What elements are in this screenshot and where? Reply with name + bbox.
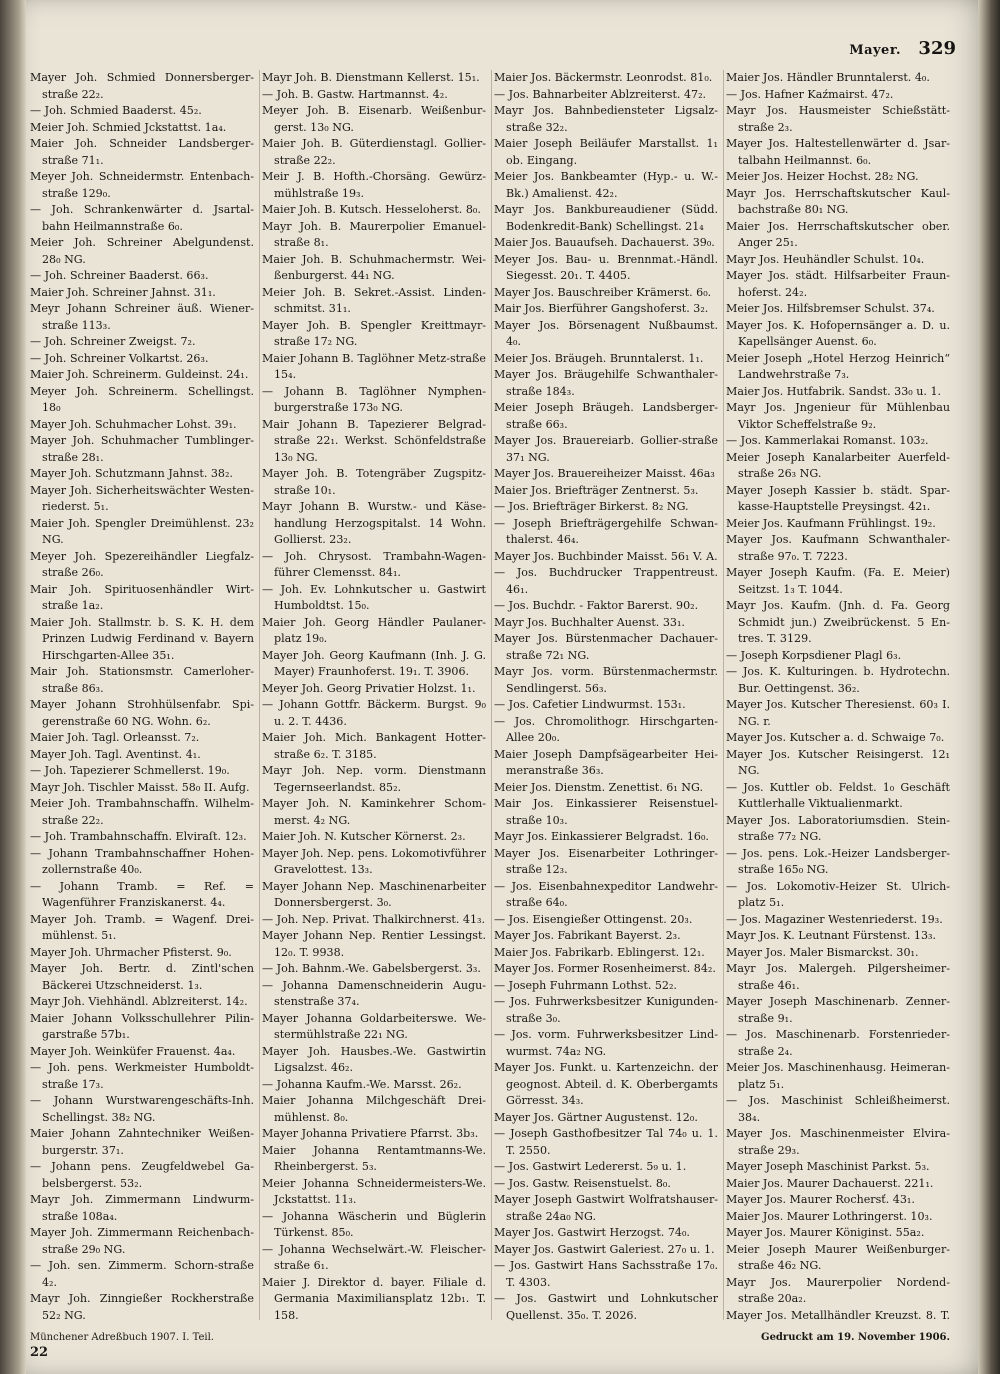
directory-entry: Maier Joh. N. Kutscher Körnerst. 2₃. — [262, 830, 466, 843]
directory-entry: Mayr Jos. Einkassierer Belgradst. 16₀. — [494, 830, 709, 843]
directory-entry: Mayer Joseph Gastwirt Wolfratshauser-straße 24a₀ NG. — [494, 1193, 718, 1223]
directory-entry: Mayer Jos. Fabrikant Bayerst. 2₃. — [494, 929, 681, 942]
directory-entry: Meier Jos. Kaufmann Frühlingst. 19₂. — [726, 516, 936, 530]
directory-entry: Mayr Joh. Viehhändl. Ablzreiterst. 14₂. — [30, 995, 248, 1008]
directory-entry: Mayer Jos. Former Rosenheimerst. 84₂. — [494, 962, 716, 975]
directory-entry: — Jos. Kammerlakai Romanst. 103₂. — [726, 434, 929, 447]
column-1 — [30, 70, 254, 1325]
directory-entry: Maier Joh. B. Güterdienstagl. Gollier-straße 22₂. — [262, 137, 486, 167]
directory-entry: — Jos. Hafner Kaźmairst. 47₂. — [726, 87, 894, 101]
directory-entry: — Jos. Maschinist Schleißheimerst. 38₄. — [726, 1094, 950, 1124]
directory-entry: Maier Joseph Beiläufer Marstallst. 1₁ ob. Eingang. — [494, 137, 718, 167]
directory-entry: — Johann Gottfr. Bäckerm. Burgst. 9₀ u. 2. T. 4436. — [262, 698, 486, 728]
directory-entry: — Jos. Gastwirt und Lohnkutscher Quellenst. 35₀. T. 2026. — [494, 1292, 718, 1322]
directory-entry: Mayer Joh. Tagl. Aventinst. 4₁. — [30, 747, 201, 761]
directory-entry: Maier Joh. Schreinerm. Guldeinst. 24₁. — [30, 368, 249, 381]
directory-entry: — Jos. Gastwirt Hans Sachsstraße 17₀. T. 4303. — [494, 1259, 718, 1289]
directory-entry: — Jos. Cafetier Lindwurmst. 153₁. — [494, 698, 686, 711]
directory-entry: Meier Jos. Bräugeh. Brunntalerst. 1₁. — [494, 351, 704, 365]
running-head: Mayer. — [849, 43, 902, 58]
directory-entry: Mayer Joh. N. Kaminkehrer Schom-merst. 4₂ NG. — [262, 797, 486, 827]
directory-entry: Mayr Jos. Kaufm. (Jnh. d. Fa. Georg Schmidt jun.) Zweibrückenst. 5 En-tres. T. 3129. — [726, 599, 950, 645]
directory-entry: Mayer Jos. Metallhändler Kreuzst. 8. T. — [726, 1308, 950, 1322]
directory-entry: Maier Jos. Briefträger Zentnerst. 5₃. — [494, 483, 699, 497]
directory-entry: Mayer Joseph Kaufm. (Fa. E. Meier) Seitzst. 1₃ T. 1044. — [726, 566, 950, 596]
directory-entry: Mair Joh. Spirituosenhändler Wirt-straße 1a₂. — [30, 582, 254, 612]
directory-entry: — Joh. Schreiner Volkartst. 26₃. — [30, 351, 209, 365]
directory-entry: Mayer Johann Nep. Rentier Lessingst. 12₀. T. 9938. — [262, 929, 486, 959]
directory-entry: — Jos. Fuhrwerksbesitzer Kunigunden-straße 3₀. — [494, 995, 718, 1025]
directory-entry: Maier Joh. Stallmstr. b. S. K. H. dem Prinzen Ludwig Ferdinand v. Bayern Hirschgarten-Allee 35₁. — [30, 615, 254, 662]
directory-entry: Mayr Jos. Maurerpolier Nordend-straße 20a₂. — [726, 1275, 950, 1305]
directory-entry: Mair Johann B. Tapezierer Belgrad-straße 22₁. Werkst. Schönfeldstraße 13₀ NG. — [262, 417, 486, 464]
directory-entry: Mayer Jos. Maschinenmeister Elvira-straße 29₃. — [726, 1127, 950, 1157]
directory-entry: — Johann Tramb. = Ref. = Wagenführer Franziskanerst. 4₄. — [30, 879, 254, 909]
directory-entry: Mayer Jos. Maurer Königinst. 55a₂. — [726, 1226, 925, 1239]
directory-entry: Mayr Joh. Nep. vorm. Dienstmann Tegernseerlandst. 85₂. — [262, 764, 486, 794]
directory-entry: Maier Johann Zahntechniker Weißen-burgerstr. 37₁. — [30, 1127, 254, 1157]
directory-entry: Meier Joseph Maurer Weißenburger-straße 46₂ NG. — [726, 1242, 950, 1272]
directory-entry: Maier Jos. Bauaufseh. Dachauerst. 39₀. — [494, 236, 715, 249]
directory-entry: Mayr Jos. Bahnbediensteter Ligsalz-straße 32₂. — [494, 104, 718, 134]
directory-columns — [30, 70, 965, 1325]
directory-entry: Mayer Joh. Tramb. = Wagenf. Drei-mühlenst. 5₁. — [30, 912, 254, 942]
directory-entry — [30, 1324, 254, 1325]
directory-entry: Maier Jos. Bäckermstr. Leonrodst. 81₀. — [494, 71, 713, 84]
directory-entry: — Jos. pens. Lok.-Heizer Landsberger-straße 165₀ NG. — [726, 846, 950, 876]
directory-entry: — Johanna Kaufm.-We. Marsst. 26₂. — [262, 1077, 462, 1091]
volume-mark: 22 — [30, 1345, 49, 1360]
directory-entry: Meier Jos. Dienstm. Zenettist. 6₁ NG. — [494, 780, 703, 794]
page-number: 329 — [918, 38, 956, 59]
directory-entry: — Jos. Maschinenarb. Forstenrieder-straße 2₄. — [726, 1028, 950, 1058]
directory-entry: Maier Jos. Fabrikarb. Eblingerst. 12₁. — [494, 945, 705, 959]
directory-entry: Mayr Jos. Malergeh. Pilgersheimer-straße 46₁. — [726, 962, 950, 992]
directory-entry: — Jos. Lokomotiv-Heizer St. Ulrich-platz 5₁. — [726, 879, 950, 909]
directory-entry: — Joh. Schreiner Zweigst. 7₂. — [30, 335, 196, 348]
directory-entry: Mayer Joseph Kassier b. städt. Spar-kasse-Hauptstelle Preysingst. 42₁. — [726, 483, 950, 513]
directory-entry: Mayer Jos. K. Hofopernsänger a. D. u. Kapellsänger Auenst. 6₀. — [726, 318, 950, 348]
directory-entry: Meir J. B. Hofth.-Chorsäng. Gewürz-mühlstraße 19₃. — [262, 170, 486, 200]
directory-entry: — Jos. Gastwirt Ledererst. 5₉ u. 1. — [494, 1160, 687, 1173]
directory-entry: Maier Johanna Milchgeschäft Drei-mühlenst. 8₀. — [262, 1094, 486, 1124]
directory-entry: Mayr Joh. Tischler Maisst. 58₀ II. Aufg. — [30, 780, 250, 794]
directory-entry: Meyer Joh. Spezereihändler Liegfalz-straße 26₀. — [30, 549, 254, 579]
directory-entry: Meier Joh. Schmied Jckstattst. 1a₄. — [30, 120, 227, 134]
directory-entry: Mayer Jos. Bräugehilfe Schwanthaler-straße 184₃. — [494, 368, 718, 398]
directory-entry: Mayer Jos. Brauereiheizer Maisst. 46a₃ — [494, 467, 715, 480]
directory-entry: — Joseph Korpsdiener Plagl 6₃. — [726, 648, 902, 662]
directory-entry: — Joh. sen. Zimmerm. Schorn-straße 4₂. — [30, 1259, 254, 1289]
directory-entry: — Jos. Eisengießer Ottingenst. 20₃. — [494, 912, 693, 926]
directory-entry: Mair Jos. Bierführer Gangshoferst. 3₂. — [494, 302, 709, 315]
directory-entry: Maier Joh. Mich. Bankagent Hotter-straße 6₂. T. 3185. — [262, 731, 486, 761]
directory-entry: Meyer Joh. Schreinerm. Schellingst. 18₀ — [30, 384, 254, 414]
directory-entry: Meier Joseph Kanalarbeiter Auerfeld-straße 26₃ NG. — [726, 450, 950, 480]
directory-entry: — Jos. Magaziner Westenriederst. 19₃. — [726, 912, 943, 926]
directory-entry: — Jos. Eisenbahnexpeditor Landwehr-straße 64₀. — [494, 879, 718, 909]
directory-entry: Meyer Jos. Bau- u. Brennmat.-Händl. Siegesst. 20₁. T. 4405. — [494, 252, 718, 282]
directory-entry: — Joh. Schrankenwärter d. Jsartal-bahn Heilmannstraße 6₀. — [30, 203, 254, 233]
directory-entry: — Jos. Buchdr. - Faktor Barerst. 90₂. — [494, 599, 699, 612]
directory-entry: Maier Jos. Hutfabrik. Sandst. 33₀ u. 1. — [726, 384, 942, 398]
directory-entry: Mayr Jos. Jngenieur für Mühlenbau Viktor Scheffelstraße 9₂. — [726, 401, 950, 431]
directory-entry: Mayer Jos. Gastwirt Galeriest. 27₀ u. 1. — [494, 1242, 715, 1256]
directory-entry: Mayer Joh. Schmied Donnersberger-straße 22₂. — [30, 71, 254, 101]
directory-entry: — Joseph Fuhrmann Lothst. 52₂. — [494, 978, 677, 992]
directory-entry: Mayer Joh. Zimmermann Reichenbach-straße 29₀ NG. — [30, 1226, 254, 1256]
directory-entry: Mayer Joh. Schutzmann Jahnst. 38₂. — [30, 467, 233, 480]
directory-entry: Meier Joh. Schreiner Abelgundenst. 28₀ NG. — [30, 236, 254, 266]
directory-entry: Mayer Joh. Nep. pens. Lokomotivführer Gravelottest. 13₃. — [262, 846, 486, 876]
directory-entry: Maier Johann Volksschullehrer Pilin-garstraße 57b₁. — [30, 1011, 254, 1041]
directory-entry: Maier Johanna Rentamtmanns-We. Rheinbergerst. 5₃. — [262, 1143, 486, 1173]
directory-entry: — Joh. Nep. Privat. Thalkirchnerst. 41₃. — [262, 912, 486, 926]
directory-entry: Meier Jos. Bankbeamter (Hyp.- u. W.-Bk.) Amalienst. 42₂. — [494, 170, 718, 200]
directory-entry: — Jos. Chromolithogr. Hirschgarten-Allee 20₀. — [494, 714, 718, 744]
directory-entry: Mayr Jos. Heuhändler Schulst. 10₄. — [726, 252, 925, 266]
directory-entry: — Jos. Kuttler ob. Feldst. 1₀ Geschäft Kuttlerhalle Viktualienmarkt. — [726, 780, 950, 810]
directory-entry: Mair Joh. Stationsmstr. Camerloher-straße 86₃. — [30, 665, 254, 695]
directory-entry: Mayer Joh. Weinküfer Frauenst. 4a₄. — [30, 1044, 236, 1058]
directory-entry: Maier Jos. Maurer Lothringerst. 10₃. — [726, 1209, 933, 1223]
directory-entry: Meier Johanna Schneidermeisters-We. Jckstattst. 11₃. — [262, 1176, 486, 1206]
directory-entry: Maier Joseph Dampfsägearbeiter Hei-meranstraße 36₃. — [494, 747, 718, 777]
directory-entry: — Jos. K. Kulturingen. b. Hydrotechn. Bur. Oettingenst. 36₂. — [726, 665, 950, 695]
directory-entry: Mayer Jos. Bauschreiber Krämerst. 6₀. — [494, 285, 712, 299]
directory-entry: Maier Joh. Georg Händler Paulaner-platz 19₀. — [262, 615, 486, 645]
directory-entry: — Jos. Bahnarbeiter Ablzreiterst. 47₂. — [494, 87, 707, 101]
directory-entry: — Jos. Buchdrucker Trappentreust. 46₁. — [494, 566, 718, 596]
right-page-edge — [978, 0, 1000, 1374]
directory-entry: Mayer Jos. Eisenarbeiter Lothringer-straße 12₃. — [494, 846, 718, 876]
directory-entry: — Joh. Trambahnschaffn. Elviraſt. 12₃. — [30, 830, 247, 843]
directory-entry: Mayer Joh. B. Spengler Kreittmayr-straße 17₂ NG. — [262, 318, 486, 348]
directory-entry: Mayer Johann Nep. Maschinenarbeiter Donnersbergerst. 3₀. — [262, 879, 486, 909]
directory-entry: — Joh. B. Gastw. Hartmannst. 4₂. — [262, 87, 448, 101]
directory-entry: Mayer Joh. Bertr. d. Zintl'schen Bäckerei Utzschneiderst. 1₃. — [30, 962, 254, 992]
directory-entry: Meier Jos. Maschinenhausg. Heimeran-platz 5₁. — [726, 1061, 950, 1091]
directory-entry: — Johanna Wechselwärt.-W. Fleischer-straße 6₁. — [262, 1242, 486, 1272]
directory-entry: Mayer Jos. Funkt. u. Kartenzeichn. der geognost. Abteil. d. K. Oberbergamts Görresst. 34₃. — [494, 1061, 718, 1107]
directory-entry: Mayr Johann B. Wurstw.- und Käse-handlung Herzogspitalst. 14 Wohn. Gollierst. 23₂. — [262, 500, 486, 546]
directory-entry: Meier Joh. Trambahnschaffn. Wilhelm-straße 22₂. — [30, 797, 254, 827]
directory-entry: — Joh. Bahnm.-We. Gabelsbergerst. 3₃. — [262, 962, 481, 975]
directory-entry: — Johann Wurstwarengeschäfts-Inh. Schellingst. 38₂ NG. — [30, 1094, 254, 1124]
page-footer-imprint — [30, 1332, 214, 1360]
directory-entry: Mayer Johanna Privatiere Pfarrst. 3b₃. — [262, 1127, 479, 1140]
directory-entry: Mayr Jos. Bankbureaudiener (Südd. Bodenkredit-Bank) Schellingst. 21₄ — [494, 203, 718, 233]
directory-entry: Mayer Jos. Gastwirt Herzogst. 74₀. — [494, 1226, 690, 1239]
directory-entry: Maier Joh. Spengler Dreimühlenst. 23₂ NG. — [30, 516, 254, 546]
directory-entry: Mayr Joh. B. Dienstmann Kellerst. 15₁. — [262, 71, 480, 84]
directory-entry: Mayr Joh. Zimmermann Lindwurm-straße 108a₄. — [30, 1193, 254, 1223]
directory-entry: Mayr Jos. Buchhalter Auenst. 33₁. — [494, 615, 685, 629]
directory-entry: Mayer Jos. Buchbinder Maisst. 56₁ V. A. — [494, 549, 718, 563]
directory-entry: Mayer Joh. Georg Kaufmann (Inh. J. G. Mayer) Fraunhoferst. 19₁. T. 3906. — [262, 648, 486, 678]
directory-entry: — Johann Trambahnschaffner Hohen-zollernstraße 40₀. — [30, 846, 254, 876]
directory-entry: Mayer Joh. B. Totengräber Zugspitz-straße 10₁. — [262, 467, 486, 497]
page-header — [849, 38, 956, 59]
directory-entry: — Jos. Gastw. Reisenstuelst. 8₀. — [494, 1176, 671, 1190]
directory-entry: Mayer Jos. Kutscher a. d. Schwaige 7₀. — [726, 731, 945, 744]
directory-entry: Mayer Joh. Sicherheitswächter Westen-riederst. 5₁. — [30, 483, 254, 513]
printed-date: Gedruckt am 19. November 1906. — [761, 1332, 950, 1343]
directory-entry: Mayer Jos. Maler Bismarckst. 30₁. — [726, 945, 919, 959]
directory-entry: Mayr Jos. Herrschaftskutscher Kaul-bachstraße 80₁ NG. — [726, 186, 950, 216]
directory-entry: — Joh. Schreiner Baaderst. 66₃. — [30, 269, 209, 282]
directory-entry: Mayer Joseph Maschinist Parkst. 5₃. — [726, 1160, 930, 1173]
directory-entry: Mayer Jos. Kutscher Reisingerst. 12₁ NG. — [726, 747, 950, 777]
directory-entry: Mayer Jos. Kutscher Theresienst. 60₃ I. NG. r. — [726, 698, 950, 728]
directory-entry: Mayer Jos. Kaufmann Schwanthaler-straße 97₀. T. 7223. — [726, 533, 950, 563]
directory-entry: Mayr Joh. Zinngießer Rockherstraße 52₂ NG. — [30, 1292, 254, 1322]
directory-entry: — Johann pens. Zeugfeldwebel Ga-belsbergerst. 53₂. — [30, 1160, 254, 1190]
directory-entry: Mayer Jos. Börsenagent Nußbaumst. 4₀. — [494, 318, 718, 348]
left-page-gutter — [0, 0, 26, 1374]
directory-entry: — Johann B. Taglöhner Nymphen-burgerstraße 173₀ NG. — [262, 384, 486, 414]
directory-entry: — Joh. Chrysost. Trambahn-Wagen-führer Clemensst. 84₁. — [262, 549, 486, 579]
directory-entry: — Joseph Briefträgergehilfe Schwan-thalerst. 46₄. — [494, 516, 718, 546]
directory-entry: Mayer Jos. Haltestellenwärter d. Jsar-talbahn Heilmannst. 6₀. — [726, 137, 950, 167]
directory-entry: Meyer Joh. B. Eisenarb. Weißenbur-gerst. 13₀ NG. — [262, 104, 486, 134]
directory-entry: Mair Jos. Einkassierer Reisenstuel-straße 10₃. — [494, 797, 718, 827]
directory-entry: Meyr Johann Schreiner äuß. Wiener-straße 113₃. — [30, 302, 254, 332]
directory-entry: Mayr Joh. B. Maurerpolier Emanuel-straße 8₁. — [262, 219, 486, 249]
directory-entry: Mayer Jos. Bürstenmacher Dachauer-straße 72₁ NG. — [494, 632, 718, 662]
directory-entry: Meier Joseph „Hotel Herzog Heinrich“ Landwehrstraße 7₃. — [726, 351, 950, 381]
directory-entry: Mayr Jos. vorm. Bürstenmachermstr. Sendlingerst. 56₃. — [494, 665, 718, 695]
directory-entry: — Jos. Briefträger Birkerst. 8₂ NG. — [494, 500, 689, 513]
directory-entry: Mayer Johanna Goldarbeiterswe. We-stermühlstraße 22₁ NG. — [262, 1011, 486, 1041]
directory-entry: Maier Joh. Tagl. Orleansst. 7₂. — [30, 731, 200, 744]
directory-entry: Maier Jos. Herrschaftskutscher ober. Anger 25₁. — [726, 219, 950, 249]
imprint-text: Münchener Adreßbuch 1907. I. Teil. — [30, 1332, 214, 1343]
directory-entry — [494, 1324, 718, 1325]
directory-entry: — Joh. Tapezierer Schmellerst. 19₀. — [30, 764, 230, 777]
directory-entry: — Johanna Wäscherin und Büglerin Türkenst. 85₀. — [262, 1209, 486, 1239]
directory-entry: Mayer Joh. Hausbes.-We. Gastwirtin Ligsalzst. 46₂. — [262, 1044, 486, 1074]
directory-entry — [262, 1324, 486, 1325]
directory-entry: — Jos. vorm. Fuhrwerksbesitzer Lind-wurmst. 74a₂ NG. — [494, 1028, 718, 1058]
directory-entry: Meyer Joh. Schneidermstr. Entenbach-straße 129₀. — [30, 170, 254, 200]
column-4 — [726, 70, 950, 1325]
directory-entry: — Joseph Gasthofbesitzer Tal 74₀ u. 1. T. 2550. — [494, 1127, 718, 1157]
directory-entry: Mayer Jos. Laboratoriumsdien. Stein-straße 77₂ NG. — [726, 813, 950, 843]
directory-entry: Mayer Jos. Maurer Rochersť. 43₁. — [726, 1193, 915, 1206]
directory-entry: Meyer Joh. Georg Privatier Holzst. 1₁. — [262, 681, 476, 695]
directory-entry: Mayer Joh. Schuhmacher Lohst. 39₁. — [30, 417, 237, 431]
directory-entry: Meier Joh. B. Sekret.-Assist. Linden-schmitst. 31₁. — [262, 285, 486, 315]
directory-entry: Mayer Jos. Gärtner Augustenst. 12₀. — [494, 1110, 698, 1124]
directory-entry: — Joh. Schmied Baaderst. 45₂. — [30, 104, 202, 117]
directory-entry: — Johanna Damenschneiderin Augu-stenstraße 37₄. — [262, 978, 486, 1008]
column-3 — [494, 70, 718, 1325]
directory-entry: Mayr Jos. K. Leutnant Fürstenst. 13₃. — [726, 929, 937, 942]
directory-entry: Maier Joh. Schreiner Jahnst. 31₁. — [30, 285, 216, 299]
column-2 — [262, 70, 486, 1325]
directory-entry: Maier J. Direktor d. bayer. Filiale d. Germania Maximiliansplatz 12b₁. T. 158. — [262, 1275, 486, 1322]
directory-entry: Mayer Joh. Uhrmacher Pfisterst. 9₀. — [30, 945, 232, 959]
directory-entry: Maier Joh. B. Kutsch. Hesseloherst. 8₀. — [262, 203, 481, 216]
directory-entry: Meier Jos. Heizer Hochst. 28₂ NG. — [726, 170, 919, 183]
directory-entry: — Joh. Ev. Lohnkutscher u. Gastwirt Humboldtst. 15₀. — [262, 582, 486, 612]
directory-entry: Mayer Jos. städt. Hilfsarbeiter Fraun-hoferst. 24₂. — [726, 269, 950, 299]
directory-entry: Maier Joh. Schneider Landsberger-straße 71₁. — [30, 137, 254, 167]
directory-entry: Maier Joh. B. Schuhmachermstr. Wei-ßenburgerst. 44₁ NG. — [262, 252, 486, 282]
directory-entry: Mayer Joh. Schuhmacher Tumblinger-straße 28₁. — [30, 434, 254, 464]
directory-entry: Mayer Johann Strohhülsenfabr. Spi-gerenstraße 60 NG. Wohn. 6₂. — [30, 698, 254, 728]
directory-entry: Meier Joseph Bräugeh. Landsberger-straße 66₃. — [494, 401, 718, 431]
directory-entry: Mayer Joseph Maschinenarb. Zenner-straße 9₁. — [726, 995, 950, 1025]
directory-entry: Maier Jos. Händler Brunntalerst. 4₀. — [726, 71, 930, 84]
directory-entry: Maier Jos. Maurer Dachauerst. 221₁. — [726, 1176, 934, 1190]
directory-entry: Mayer Jos. Brauereiarb. Gollier-straße 37₁ NG. — [494, 434, 718, 464]
directory-entry: Maier Johann B. Taglöhner Metz-straße 15₄. — [262, 351, 486, 381]
directory-entry: Meier Jos. Hilfsbremser Schulst. 37₄. — [726, 302, 935, 315]
directory-entry: — Joh. pens. Werkmeister Humboldt-straße 17₃. — [30, 1061, 254, 1091]
directory-entry: Mayr Jos. Hausmeister Schießstätt-straße 2₃. — [726, 104, 950, 134]
